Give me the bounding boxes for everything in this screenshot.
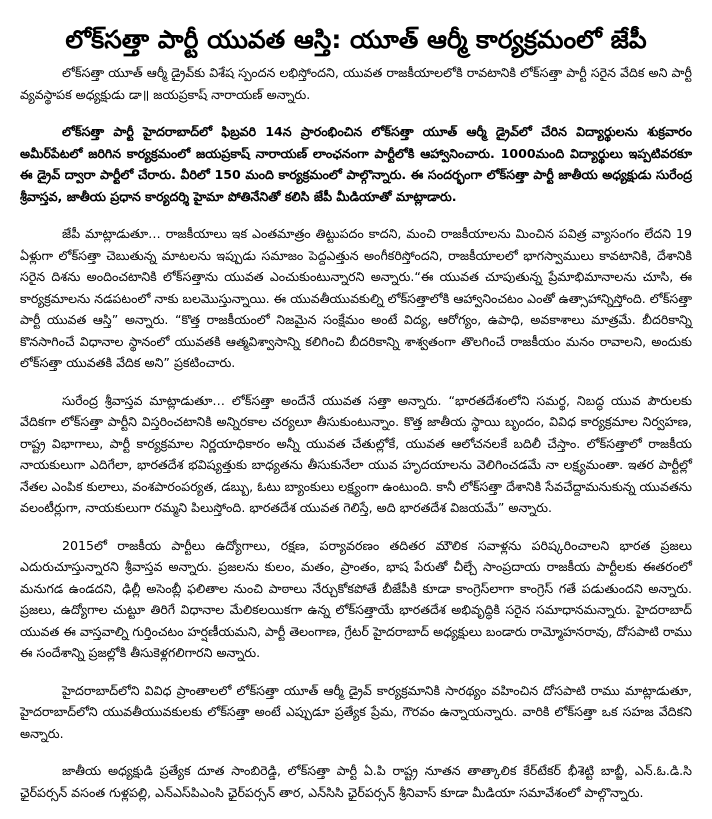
article-headline: లోక్‌సత్తా పార్టీ యువత ఆస్తి: యూత్ ఆర్మీ కార్యక్రమంలో జేపీ	[65, 24, 647, 54]
article-paragraph-lead: లోక్‌సత్తా పార్టీ హైదరాబాద్‌లో ఫిబ్రవరి 14న ప్రారంభించిన లోక్‌సత్తా యూత్ ఆర్మీ డ్రైవ్‌లో చేరిన విద్యార్థులను శుక్రవారం అమీర్‌పేటలో జరిగిన కార్యక్రమంలో జయప్రకాష్ నారాయణ్ లాంఛనంగా పార్టీలోకి ఆహ్వానించారు. 1000మంది విద్యార్థులు ఇప్పటివరకూ ఈ డ్రైవ్ ద్వారా పార్టీలో చేరారు. వీరిలో 150 మంది కార్యక్రమంలో పాల్గొన్నారు. ఈ సందర్భంగా లోక్‌సత్తా పార్టీ జాతీయ అధ్యక్షుడు సురేంద్ర శ్రీవాస్తవ, జాతీయ ప్రధాన కార్యదర్శి హైమా పోతినేనితో కలిసి జేపీ మీడియాతో మాట్లాడారు.	[20, 124, 692, 204]
article-paragraph-intro: లోక్‌సత్తా యూత్ ఆర్మీ డ్రైవ్‌కు విశేష స్పందన లభిస్తోందని, యువత రాజకీయాలలోకి రావటానికి లోక్‌సత్తా పార్టీ సరైన వేదిక అని పార్టీ వ్యవస్థాపక అధ్యక్షుడు డా॥ జయప్రకాష్ నారాయణ్ అన్నారు.	[20, 65, 692, 102]
article-body	[20, 62, 692, 819]
article-paragraph-2015-politics: 2015లో రాజకీయ పార్టీలు ఉద్యోగాలు, రక్షణ, పర్యావరణం తదితర మౌలిక సవాళ్లను పరిష్కరించాలని భారత ప్రజలు ఎదురుచూస్తున్నారని శ్రీవాస్తవ అన్నారు. ప్రజలను కులం, మతం, ప్రాంతం, భాష పేరుతో చీల్చే సాంప్రదాయ రాజకీయ పార్టీలకు ఈతరంలో మనుగడ ఉండదని, ఢిల్లీ అసెంబ్లీ ఫలితాల నుంచి పాఠాలు నేర్చుకోకపోతే బీజేపీకి కూడా కాంగ్రెస్‌లాగా కాంగ్రెస్ గతే పడుతుందని అన్నారు. ప్రజలు, ఉద్యోగాల చుట్టూ తిరిగే విధానాల మేలికలయికగా ఉన్న లోక్‌సత్తాయే భారతదేశ అభివృద్ధికి సరైన సమాధానమన్నారు. హైదరాబాద్ యువత ఈ వాస్తవాల్ని గుర్తించటం హర్షణీయమని, పార్టీ తెలంగాణ, గ్రేటర్ హైదరాబాద్ అధ్యక్షులు బండారు రామ్మోహనరావు, దోసపాటి రాము ఈ సందేశాన్ని ప్రజల్లోకి తీసుకెళ్లగలిగారని అన్నారు.	[20, 537, 692, 660]
article-paragraph-srivastava-quote: సురేంద్ర శ్రీవాస్తవ మాట్లాడుతూ… లోక్‌సత్తా అందేనే యువత సత్తా అన్నారు. “భారతదేశంలోని సమర్థ, నిబద్ధ యువ పౌరులకు వేదికగా లోక్‌సత్తా పార్టీని విస్తరించటానికి అన్నిరకాల చర్యలూ తీసుకుంటున్నాం. కొత్త జాతీయ స్థాయి బృందం, వివిధ కార్యక్రమాల నిర్వహణ, రాష్ట్ర విభాగాలు, పార్టీ కార్యక్రమాల నిర్ణయాధికారం అన్నీ యువత చేతుల్లోకే, యువత ఆలోచనలకే బదిలీ చేస్తాం. లోక్‌సత్తాలో రాజకీయ నాయకులుగా ఎదిగేలా, భారతదేశ భవిష్యత్తుకు బాధ్యతను తీసుకునేలా యువ హృదయాలను వెలిగించడమే నా లక్ష్యమంతా. ఇతర పార్టీల్లో నేతల ఎంపిక కులాలు, వంశపారంపర్యత, డబ్బు, ఓటు బ్యాంకులు లక్ష్యంగా ఉంటుంది. కానీ లోక్‌సత్తా దేశానికి సేవచేద్దామనుకున్న యువతను వలంటీర్లుగా, నాయకులుగా రమ్మని పిలుస్తోంది. భారతదేశ యువత గెలిస్తే, అది భారతదేశ విజయమే” అన్నారు.	[20, 392, 692, 515]
article-paragraph-dosapati: హైదరాబాద్‌లోని వివిధ ప్రాంతాలలో లోక్‌సత్తా యూత్ ఆర్మీ డ్రైవ్ కార్యక్రమానికి సారథ్యం వహించిన దోసపాటి రాము మాట్లాడుతూ, హైదరాబాద్‌లోని యువతీయువకులకు లోక్‌సత్తా అంటే ఎప్పుడూ ప్రత్యేక ప్రేమ, గౌరవం ఉన్నాయన్నారు. వారికి లోక్‌సత్తా ఒక సహజ వేదికని అన్నారు.	[20, 682, 692, 741]
article-paragraph-jp-quote: జేపీ మాట్లాడుతూ… రాజకీయాలు ఇక ఎంతమాత్రం తిట్టుపదం కాదని, మంచి రాజకీయాలను మించిన పవిత్ర వ్యాసంగం లేదని 19 ఏళ్లుగా లోక్‌సత్తా చెబుతున్న మాటలను ఇప్పుడు సమాజం పెద్దఎత్తున అంగీకరిస్తోందని, రాజకీయాలలో భాగస్వాములు కావటానికి, దేశానికి సరైన దిశను అందించటానికి లోక్‌సత్తాను యువత ఎంచుకుంటున్నారని అన్నారు.“ఈ యువత చూపుతున్న ప్రేమాభిమానాలను చూసి, ఈ కార్యక్రమాలను నడపటంలో నాకు బలమొస్తున్నాయి. ఈ యువతీయువకుల్ని లోక్‌సత్తాలోకి ఆహ్వానించటం ఎంతో ఉత్సాహాన్నిస్తోంది. లోక్‌సత్తా పార్టీ యువత ఆస్తి” అన్నారు. “కొత్త రాజకీయంలో నిజమైన సంక్షేమం అంటే విద్య, ఆరోగ్యం, ఉపాధి, అవకాశాలు మాత్రమే. బీదరికాన్ని కొనసాగించే విధానాల స్థానంలో యువతకి ఆత్మవిశ్వాసాన్ని కలిగించి బీదరికాన్ని శాశ్వతంగా తొలగించే రాజకీయం మనం రావాలని, అందుకు లోక్‌సత్తా యువతకి వేదిక అని” ప్రకటించారు.	[20, 226, 692, 370]
article-paragraph-attendees: జాతీయ అధ్యక్షుడి ప్రత్యేక దూత సాంబిరెడ్డి, లోక్‌సత్తా పార్టీ ఏ.పి రాష్ట్ర నూతన తాత్కాలిక కేర్‌టేకర్ భీశెట్టి బాబ్జీ, ఎన్.ఓ.డి.సి ఛైర్‌పర్సన్ వసంత గుళ్లపల్లి, ఎన్ఎస్‌పిఎంసి ఛైర్‌పర్సన్ తార, ఎన్‌సిసి ఛైర్‌పర్సన్ శ్రీనివాస్ కూడా మీడియా సమావేశంలో పాల్గొన్నారు.	[20, 763, 692, 800]
